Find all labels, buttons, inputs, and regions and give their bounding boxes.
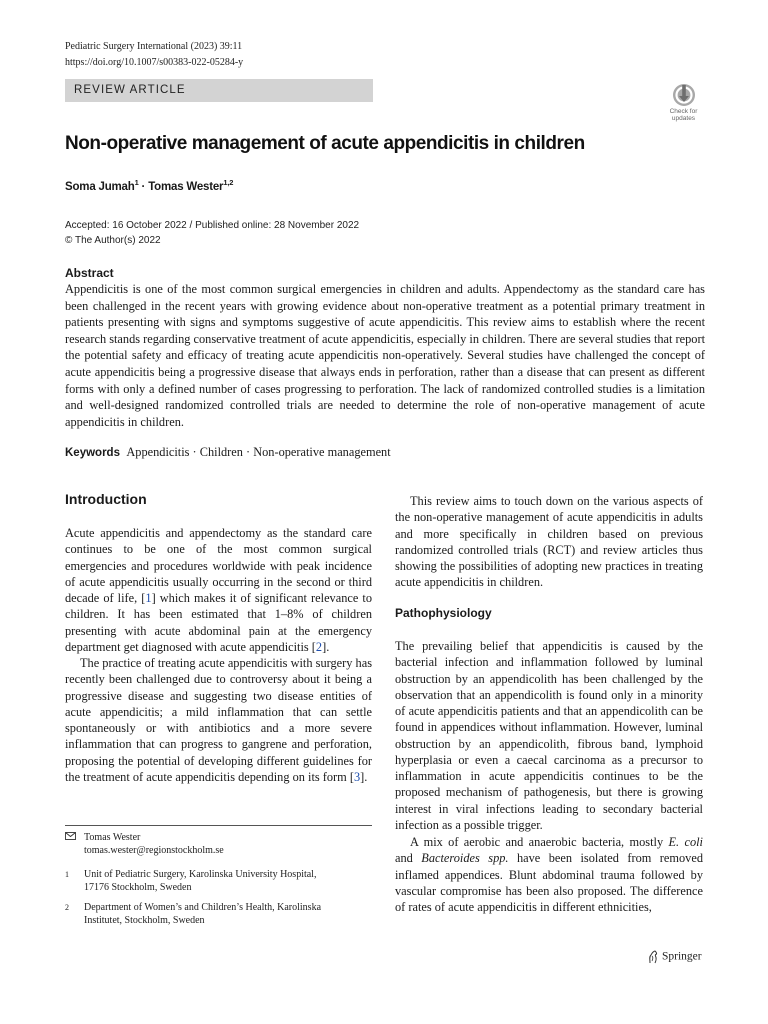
check-for-updates-badge[interactable]	[665, 83, 702, 123]
article-type-banner: REVIEW ARTICLE	[65, 79, 373, 102]
pathophysiology-paragraph-1	[395, 638, 703, 833]
text-run: Acute appendicitis and appendectomy as the standard care continues to be one of the most common surgical emergencies and procedures worldwide with peak incidence of acute appendicitis usually occurring in the second or third decade of life, [	[65, 526, 372, 605]
author-name[interactable]: Tomas Wester	[148, 180, 224, 193]
author-affiliation-mark: 1	[134, 178, 139, 187]
publisher-name: Springer	[662, 950, 702, 963]
introduction-paragraph-1	[65, 525, 372, 655]
citation-link[interactable]: 2	[315, 639, 323, 654]
citation-link[interactable]: 3	[353, 769, 361, 784]
affiliation-number: 1	[65, 870, 69, 879]
keywords-heading: Keywords	[65, 447, 120, 459]
pathophysiology-paragraph-2	[395, 834, 703, 915]
affiliation-line: Unit of Pediatric Surgery, Karolinska University Hospital,	[84, 869, 317, 880]
abstract-heading: Abstract	[65, 266, 114, 280]
text-run: ].	[360, 769, 368, 784]
affiliation-footnote-1	[65, 868, 316, 894]
affiliation-footnote-2	[65, 901, 321, 927]
affiliation-line: 17176 Stockholm, Sweden	[84, 882, 192, 893]
text-run: The practice of treating acute appendicitis with surgery has recently been challenged due to controversy about it being a progressive disease and suggesting two disease entities of acute appendicitis; a mild inflammation that can settle spontaneously or with antibiotics and a more severe inflammation that can progress to gangrene and perforation, proposing the potential of developing different guidelines for the treatment of acute appendicitis depending on its form [	[65, 656, 372, 784]
doi-link[interactable]: https://doi.org/10.1007/s00383-022-05284-y	[65, 57, 244, 68]
corresponding-author-name: Tomas Wester	[84, 832, 141, 843]
copyright-line: © The Author(s) 2022	[65, 235, 161, 246]
journal-header	[65, 39, 243, 71]
citation-link[interactable]: 1	[145, 591, 152, 605]
text-run: ] which makes it of significant relevance to children. It has been estimated that 1–8% of children presenting with acute abdominal pain at the emergency department get diagnosed with acute appendicitis [	[65, 591, 372, 654]
corresponding-author-footnote	[65, 831, 224, 857]
text-run: ].	[322, 639, 330, 654]
check-updates-line2: updates	[671, 115, 696, 122]
springer-horse-icon	[647, 950, 659, 964]
author-list	[65, 178, 233, 193]
footnote-divider	[65, 825, 372, 826]
paragraph-text: The prevailing belief that appendicitis is caused by the bacterial infection and inflammation followed by luminal obstruction by an appendicolith has been challenged by the observation that an appendicolith is found only in a minority of acute appendicitis patients and that an appendicolith can be found in appendices without inflammation. However, luminal obstruction by an appendicolith, fibrous band, lymphoid hyperplasia or even a caecal carcinoma as a precursor to inflammation in acute appendicitis continues to be the proposed mechanism of pathogenesis, but there is growing interest in viral infections leading to secondary bacterial infection as a possible trigger.	[395, 639, 703, 832]
author-affiliation-mark: 1,2	[223, 178, 234, 187]
affiliation-line: Department of Women’s and Children’s Health, Karolinska	[84, 902, 322, 913]
keywords-text: Appendicitis · Children · Non-operative management	[126, 445, 391, 459]
abstract-text: Appendicitis is one of the most common surgical emergencies in children and adults. Appendectomy as the standard care has been challenged in the recent years with growing evidence about non-operative treatment as a potential primary treatment in patients presenting with signs and symptoms suggestive of acute appendicitis. This review aims to establish where the recent research stands regarding conservative treatment of acute appendicitis, especially in children. There are several studies that report the potential safety and efficacy of treating acute appendicitis non-operatively. Several studies have challenged the concept of acute appendicitis being a progressive disease that always ends in perforation, rather than a disease that can present as different forms with only a defined number of cases progressing to perforation. The lack of randomized controlled studies is a limitation and well-designed randomized controlled trials are needed to determine the role of non-operative management of acute appendicitis in children.	[65, 282, 706, 429]
author-name[interactable]: Soma Jumah	[65, 180, 135, 193]
text-run: A mix of aerobic and anaerobic bacteria, mostly	[410, 835, 669, 849]
check-updates-icon	[672, 83, 696, 107]
article-title: Non-operative management of acute appendicitis in children	[65, 133, 585, 154]
journal-citation: Pediatric Surgery International (2023) 39:11	[65, 41, 243, 52]
paragraph-text: This review aims to touch down on the various aspects of the non-operative management of acute appendicitis in adults and more specifically in children based on previous randomized controlled trials (RCT) and review articles thus showing the possibilities of adopting new practices in treating acute appendicitis in children.	[395, 494, 703, 590]
text-run: have been isolated from removed inflamed appendices. Blunt abdominal trauma followed by vascular compromise has been also proposed. The difference of rates of acute appendicitis in different ethnicities,	[395, 851, 703, 914]
accepted-published-dates: Accepted: 16 October 2022 / Published online: 28 November 2022	[65, 220, 360, 231]
species-name: E. coli	[668, 835, 703, 849]
author-separator: ·	[138, 180, 149, 193]
introduction-paragraph-2	[65, 655, 372, 785]
introduction-heading: Introduction	[65, 491, 147, 507]
right-column-intro-paragraph	[395, 493, 703, 591]
check-updates-line1: Check for	[669, 108, 698, 115]
species-name: Bacteroides spp.	[421, 851, 509, 866]
pathophysiology-heading: Pathophysiology	[395, 606, 492, 620]
publisher-logo	[647, 950, 702, 964]
keywords-line	[65, 445, 391, 460]
affiliation-number: 2	[65, 903, 69, 912]
envelope-icon	[65, 831, 84, 844]
text-run: and	[395, 851, 422, 866]
affiliation-line: Institutet, Stockholm, Sweden	[84, 915, 205, 926]
publication-dates	[65, 218, 359, 248]
corresponding-author-email[interactable]: tomas.wester@regionstockholm.se	[84, 845, 224, 856]
